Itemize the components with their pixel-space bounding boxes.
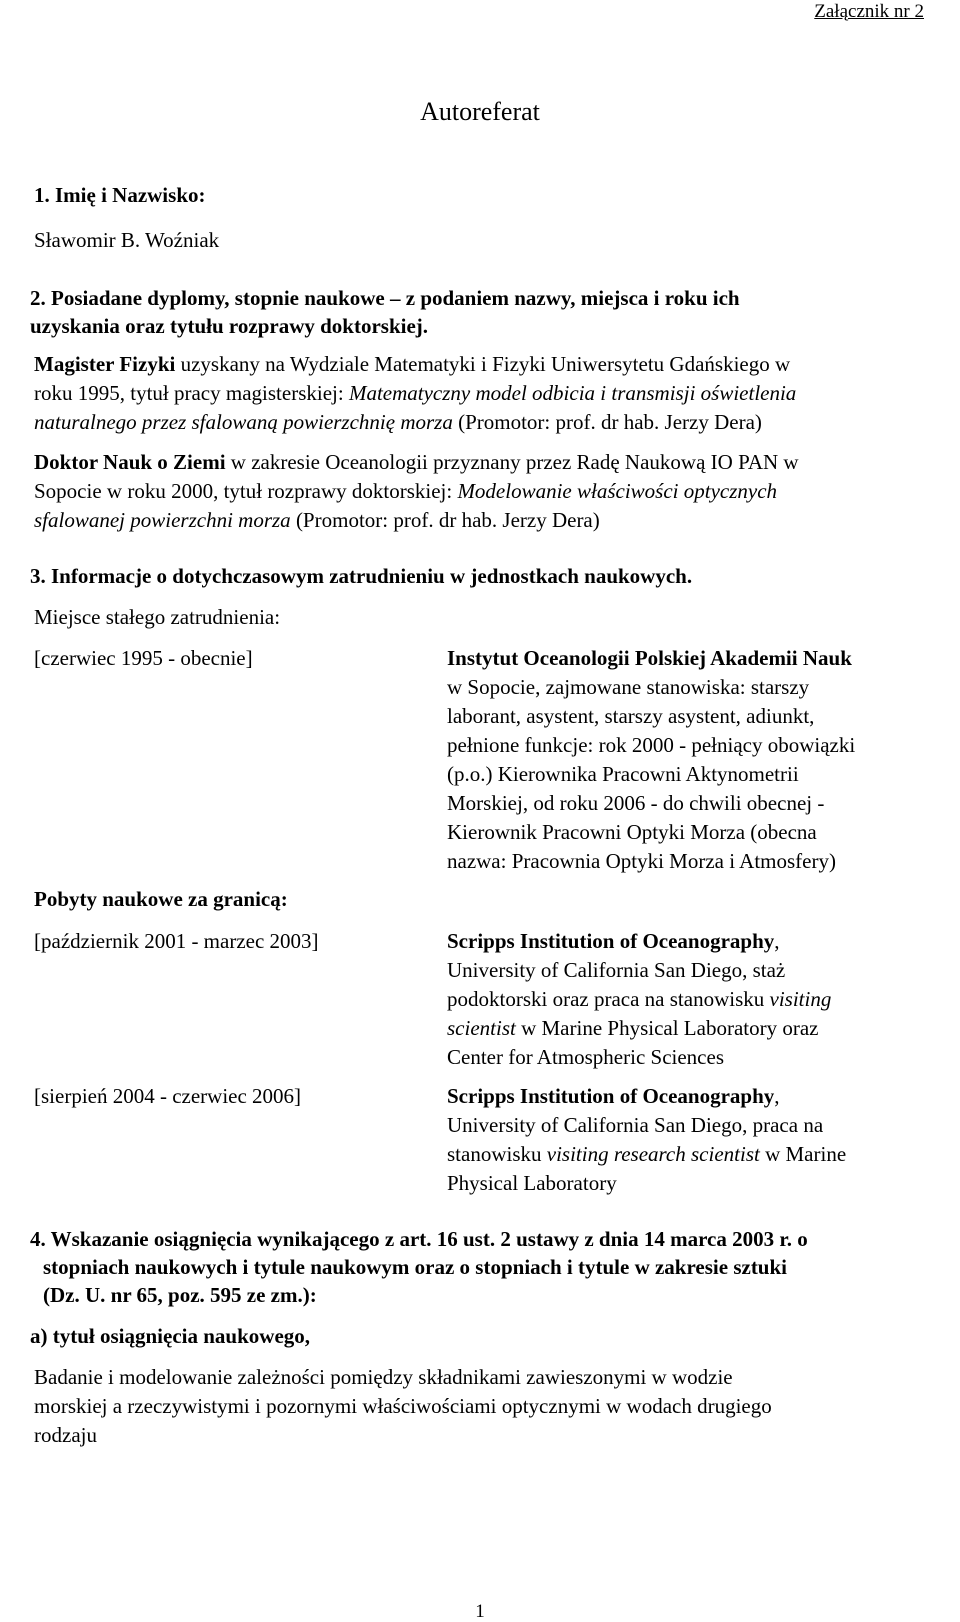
full-name: Sławomir B. Woźniak xyxy=(34,228,220,252)
stay2-line2 xyxy=(447,1144,846,1165)
employment-line: Kierownik Pracowni Optyki Morza (obecna xyxy=(447,820,817,844)
attachment-label: Załącznik nr 2 xyxy=(814,1,924,22)
msc-line1 xyxy=(34,354,790,375)
stay1-line4: Center for Atmospheric Sciences xyxy=(447,1045,724,1069)
stay1-position-part2: scientist xyxy=(447,1016,516,1040)
phd-line2 xyxy=(34,481,777,502)
stay2-org-suffix: , xyxy=(774,1084,780,1108)
stay2-position: visiting research scientist xyxy=(546,1142,760,1166)
phd-degree: Doktor Nauk o Ziemi xyxy=(34,450,226,474)
msc-degree: Magister Fizyki xyxy=(34,352,176,376)
stay1-line2-text: podoktorski oraz praca na stanowisku xyxy=(447,987,770,1011)
phd-thesis-title-part2: sfalowanej powierzchni morza xyxy=(34,508,291,532)
achievement-line: Badanie i modelowanie zależności pomiędzy składnikami zawieszonymi w wodzie xyxy=(34,1365,733,1389)
msc-thesis-title-part2: naturalnego przez sfalowaną powierzchnię morza xyxy=(34,410,453,434)
employment-line: laborant, asystent, starszy asystent, adiunkt, xyxy=(447,704,815,728)
msc-line3 xyxy=(34,412,762,433)
phd-line1-text: w zakresie Oceanologii przyznany przez Radę Naukową IO PAN w xyxy=(225,450,799,474)
msc-line2 xyxy=(34,383,796,404)
page-number: 1 xyxy=(475,1601,485,1622)
achievement-line: morskiej a rzeczywistymi i pozornymi właściwościami optycznymi w wodach drugiego xyxy=(34,1394,772,1418)
stay2-line3: Physical Laboratory xyxy=(447,1171,617,1195)
stay2-org-line xyxy=(447,1086,780,1107)
employment-line: (p.o.) Kierownika Pracowni Aktynometrii xyxy=(447,762,799,786)
employment-line: w Sopocie, zajmowane stanowiska: starszy xyxy=(447,675,810,699)
stay1-line1: University of California San Diego, staż xyxy=(447,958,786,982)
phd-promotor: (Promotor: prof. dr hab. Jerzy Dera) xyxy=(290,508,600,532)
stay1-period: [październik 2001 - marzec 2003] xyxy=(34,929,319,953)
section2-heading-line2: uzyskania oraz tytułu rozprawy doktorskiej. xyxy=(30,314,429,338)
msc-line1-text: uzyskany na Wydziale Matematyki i Fizyki Uniwersytetu Gdańskiego w xyxy=(175,352,791,376)
employment-org: Instytut Oceanologii Polskiej Akademii Nauk xyxy=(447,646,852,670)
phd-line1 xyxy=(34,452,799,473)
employment-label: Miejsce stałego zatrudnienia: xyxy=(34,605,281,629)
stay1-org: Scripps Institution of Oceanography xyxy=(447,929,775,953)
section4-heading-line2: stopniach naukowych i tytule naukowym oraz o stopniach i tytule w zakresie sztuki xyxy=(43,1255,788,1279)
stay2-org: Scripps Institution of Oceanography xyxy=(447,1084,775,1108)
page-title: Autoreferat xyxy=(420,97,540,126)
msc-promotor: (Promotor: prof. dr hab. Jerzy Dera) xyxy=(452,410,762,434)
phd-line2-text: Sopocie w roku 2000, tytuł rozprawy doktorskiej: xyxy=(34,479,458,503)
stay2-line1: University of California San Diego, praca na xyxy=(447,1113,824,1137)
section4-heading-line1: 4. Wskazanie osiągnięcia wynikającego z art. 16 ust. 2 ustawy z dnia 14 marca 2003 r. o xyxy=(30,1227,808,1251)
section3-heading: 3. Informacje o dotychczasowym zatrudnieniu w jednostkach naukowych. xyxy=(30,564,693,588)
stay2-period: [sierpień 2004 - czerwiec 2006] xyxy=(34,1084,302,1108)
msc-line2-text: roku 1995, tytuł pracy magisterskiej: xyxy=(34,381,349,405)
section2-heading-line1: 2. Posiadane dyplomy, stopnie naukowe – z podaniem nazwy, miejsca i roku ich xyxy=(30,286,740,310)
msc-thesis-title-part1: Matematyczny model odbicia i transmisji oświetlenia xyxy=(348,381,797,405)
phd-thesis-title-part1: Modelowanie właściwości optycznych xyxy=(457,479,778,503)
phd-line3 xyxy=(34,510,600,531)
employment-line: nazwa: Pracownia Optyki Morza i Atmosfery) xyxy=(447,849,836,873)
stay1-line3-text: w Marine Physical Laboratory oraz xyxy=(515,1016,819,1040)
stay1-position-part1: visiting xyxy=(769,987,832,1011)
employment-line: pełnione funkcje: rok 2000 - pełniący obowiązki xyxy=(447,733,856,757)
stay2-line2-text: stanowisku xyxy=(447,1142,547,1166)
achievement-line: rodzaju xyxy=(34,1423,97,1447)
stay1-line2 xyxy=(447,989,831,1010)
stay1-org-line xyxy=(447,931,780,952)
section1-heading: 1. Imię i Nazwisko: xyxy=(34,183,206,207)
employment-line: Morskiej, od roku 2006 - do chwili obecnej - xyxy=(447,791,825,815)
subsection-a-heading: a) tytuł osiągnięcia naukowego, xyxy=(30,1324,311,1348)
section4-heading-line3: (Dz. U. nr 65, poz. 595 ze zm.): xyxy=(43,1283,317,1307)
abroad-label: Pobyty naukowe za granicą: xyxy=(34,887,288,911)
stay2-line2-rest: w Marine xyxy=(759,1142,847,1166)
employment-period: [czerwiec 1995 - obecnie] xyxy=(34,646,253,670)
stay1-org-suffix: , xyxy=(774,929,780,953)
stay1-line3 xyxy=(447,1018,818,1039)
